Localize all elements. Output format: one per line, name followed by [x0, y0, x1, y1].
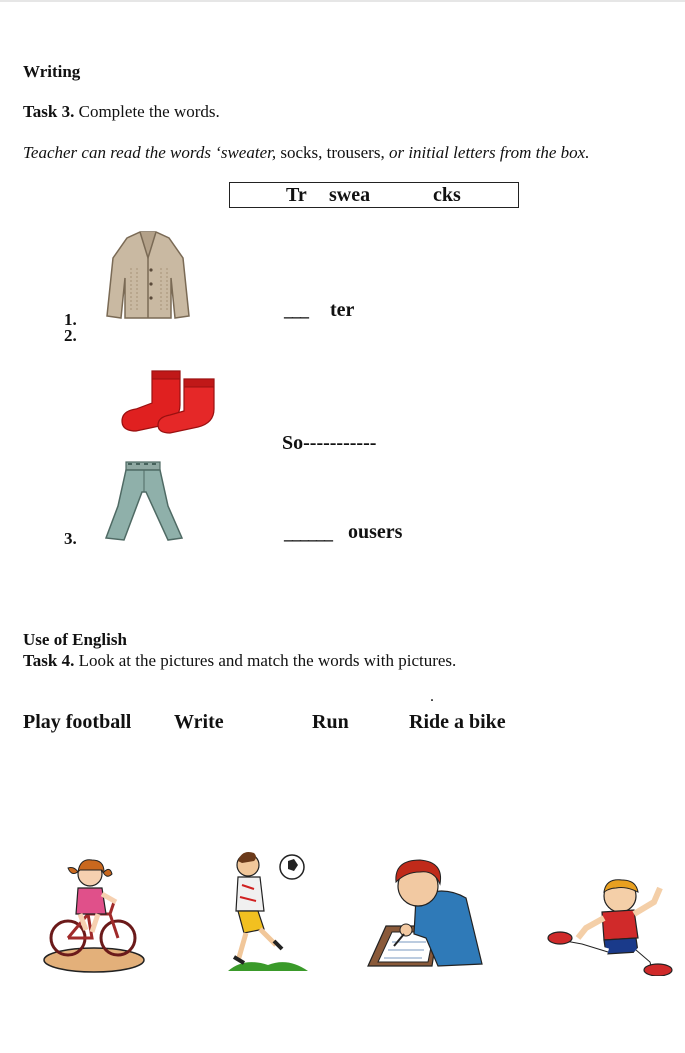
item2-text: So-----------: [282, 432, 377, 454]
item3-suffix: ousers: [348, 521, 403, 543]
task4-text: Look at the pictures and match the words with pictures.: [78, 651, 457, 670]
teacher-note-part2: socks, trousers,: [280, 143, 385, 162]
task3-label: Task 3.: [23, 102, 75, 121]
item-number: 2.: [64, 326, 77, 345]
match-word: Ride a bike: [409, 711, 506, 733]
task3-instruction: [23, 102, 220, 122]
word-box: [229, 182, 519, 208]
match-word: Write: [174, 711, 224, 733]
word-box-item: cks: [433, 184, 461, 206]
section-heading-writing: Writing: [23, 62, 81, 81]
match-word: Play football: [23, 711, 132, 733]
boy-running-icon: [546, 876, 680, 976]
teacher-note-part3: or initial letters from the box.: [388, 143, 590, 162]
girl-riding-bike-icon: [40, 852, 148, 976]
boy-playing-football-icon: [224, 845, 312, 977]
teacher-note-part1: Teacher can read the words ‘sweater,: [23, 143, 277, 162]
top-border: [0, 0, 685, 2]
teacher-note: [23, 143, 589, 163]
task3-text: Complete the words.: [78, 102, 220, 121]
section-heading-use-of-english: Use of English: [23, 630, 127, 649]
item1-suffix: ter: [330, 299, 355, 321]
stray-mark: .: [430, 688, 434, 705]
word-box-item: Tr: [286, 184, 307, 206]
word-box-item: swea: [329, 184, 371, 206]
item-number: 1.: [64, 310, 77, 329]
item3-blank: ______: [284, 523, 332, 543]
task4-instruction: [23, 651, 456, 671]
sweater-icon: [105, 228, 191, 322]
trousers-icon: [102, 460, 186, 542]
item-number: 3.: [64, 529, 77, 548]
boy-writing-icon: [364, 854, 488, 972]
task4-label: Task 4.: [23, 651, 75, 670]
match-word: Run: [312, 711, 349, 733]
socks-icon: [118, 367, 220, 435]
item1-blank: ___: [284, 300, 308, 320]
